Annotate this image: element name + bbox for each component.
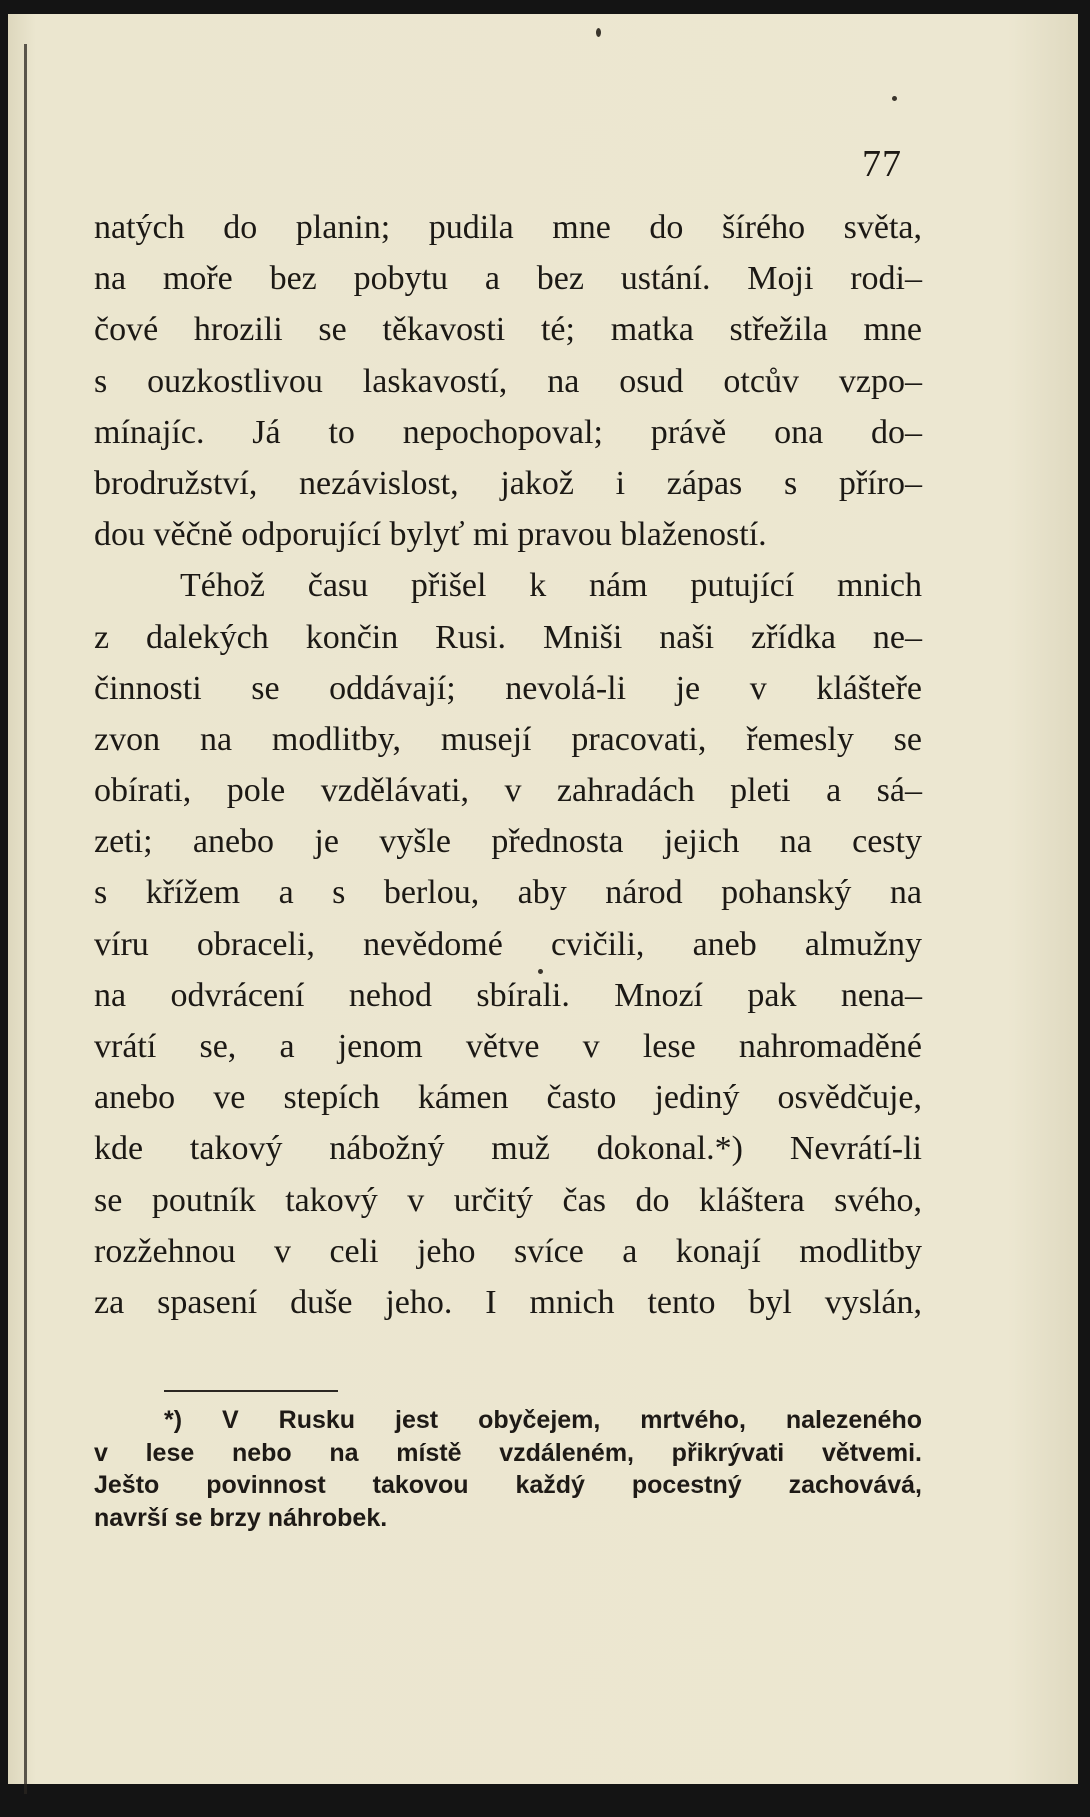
text-line: zvon na modlitby, musejí pracovati, řemesly se bbox=[94, 720, 922, 758]
text-line: na moře bez pobytu a bez ustání. Moji rodi– bbox=[94, 260, 922, 298]
text-line: rozžehnou v celi jeho svíce a konají modlitby bbox=[94, 1232, 922, 1270]
footnote-line: Ješto povinnost takovou každý pocestný zachovává, bbox=[94, 1471, 922, 1499]
gutter-edge bbox=[24, 44, 27, 1794]
book-page bbox=[8, 14, 1078, 1784]
text-line: činnosti se oddávají; nevolá-li je v klášteře bbox=[94, 669, 922, 707]
text-line: se poutník takový v určitý čas do kláštera svého, bbox=[94, 1181, 922, 1219]
ink-speck bbox=[892, 96, 897, 101]
text-line: dou věčně odporující bylyť mi pravou blažeností. bbox=[94, 516, 767, 554]
footnote-line: v lese nebo na místě vzdáleném, přikrývati větvemi. bbox=[94, 1438, 922, 1467]
text-line: obírati, pole vzdělávati, v zahradách pleti a sá– bbox=[94, 772, 922, 810]
text-line: mínajíc. Já to nepochopoval; právě ona do– bbox=[94, 413, 922, 451]
text-line: čové hrozili se těkavosti té; matka střežila mne bbox=[94, 311, 922, 349]
ink-speck bbox=[596, 28, 601, 37]
text-line: za spasení duše jeho. I mnich tento byl vyslán, bbox=[94, 1283, 922, 1321]
text-line: na odvrácení nehod sbírali. Mnozí pak nena– bbox=[94, 976, 922, 1014]
footnote-line: navrší se brzy náhrobek. bbox=[94, 1503, 388, 1532]
text-line: Téhož času přišel k nám putující mnich bbox=[180, 567, 922, 605]
text-line: brodružství, nezávislost, jakož i zápas s příro– bbox=[94, 464, 922, 502]
text-line: s křížem a s berlou, aby národ pohanský na bbox=[94, 874, 922, 912]
text-line: zeti; anebo je vyšle přednosta jejich na cesty bbox=[94, 823, 922, 861]
text-line: víru obraceli, nevědomé cvičili, aneb almužny bbox=[94, 925, 922, 963]
footnote bbox=[94, 1404, 922, 1534]
text-line: z dalekých končin Rusi. Mniši naši zřídka ne– bbox=[94, 618, 922, 656]
text-line: s ouzkostlivou laskavostí, na osud otcův vzpo– bbox=[94, 362, 922, 400]
text-line: vrátí se, a jenom větve v lese nahromaděné bbox=[94, 1028, 922, 1065]
text-line: kde takový nábožný muž dokonal.*) Nevrátí-li bbox=[94, 1130, 922, 1168]
text-line: anebo ve stepích kámen často jediný osvědčuje, bbox=[94, 1079, 922, 1117]
body-text bbox=[94, 202, 922, 1328]
page-number: 77 bbox=[862, 143, 902, 185]
footnote-line: *) V Rusku jest obyčejem, mrtvého, nalezeného bbox=[164, 1406, 922, 1434]
text-line: natých do planin; pudila mne do šírého světa, bbox=[94, 209, 922, 246]
footnote-divider bbox=[164, 1390, 338, 1392]
